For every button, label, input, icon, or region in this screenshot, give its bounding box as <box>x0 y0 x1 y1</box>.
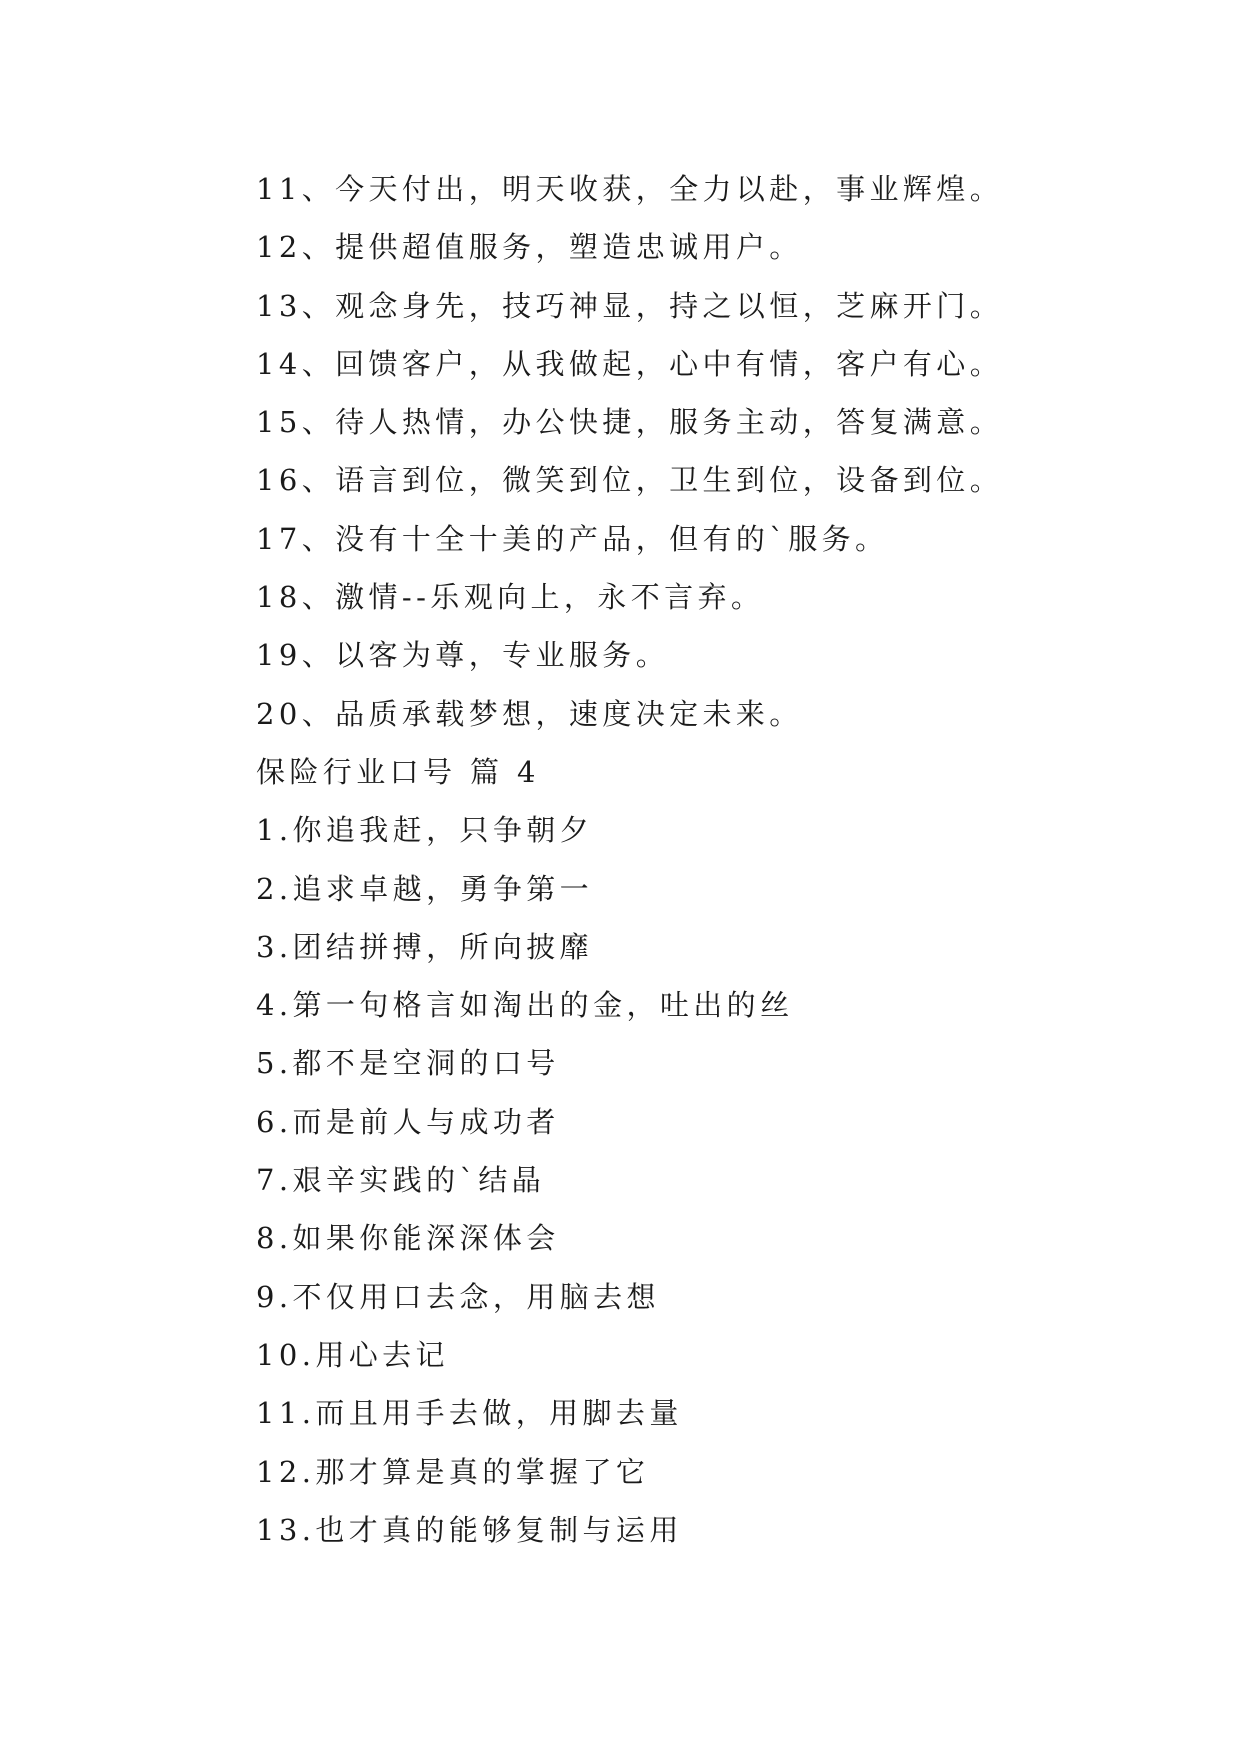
slogan-line: 16、语言到位，微笑到位，卫生到位，设备到位。 <box>256 463 1004 498</box>
motto-line: 2.追求卓越，勇争第一 <box>256 871 594 906</box>
motto-line: 7.艰辛实践的`结晶 <box>256 1163 546 1198</box>
slogan-line: 11、今天付出，明天收获，全力以赴，事业辉煌。 <box>256 172 1004 206</box>
slogan-line: 17、没有十全十美的产品，但有的`服务。 <box>256 521 889 556</box>
motto-line: 8.如果你能深深体会 <box>256 1221 560 1256</box>
motto-line: 13.也才真的能够复制与运用 <box>256 1512 683 1547</box>
slogan-line: 20、品质承载梦想，速度决定未来。 <box>256 696 803 731</box>
slogan-line: 15、待人热情，办公快捷，服务主动，答复满意。 <box>256 405 1004 440</box>
document-body <box>256 160 1056 1559</box>
motto-line: 10.用心去记 <box>256 1337 449 1372</box>
motto-line: 3.团结拼搏，所向披靡 <box>256 929 594 964</box>
motto-line: 6.而是前人与成功者 <box>256 1104 560 1139</box>
motto-line: 1.你追我赶，只争朝夕 <box>256 813 594 848</box>
slogan-line: 19、以客为尊，专业服务。 <box>256 638 670 673</box>
slogan-line: 18、激情--乐观向上，永不言弃。 <box>256 580 765 615</box>
motto-line: 5.都不是空洞的口号 <box>256 1046 560 1081</box>
motto-line: 4.第一句格言如淘出的金，吐出的丝 <box>256 988 794 1023</box>
motto-line: 12.那才算是真的掌握了它 <box>256 1454 650 1489</box>
slogan-line: 13、观念身先，技巧神显，持之以恒，芝麻开门。 <box>256 288 1004 323</box>
section-heading: 保险行业口号 篇 4 <box>256 754 540 789</box>
slogan-line: 14、回馈客户，从我做起，心中有情，客户有心。 <box>256 346 1004 381</box>
motto-line: 9.不仅用口去念，用脑去想 <box>256 1279 660 1314</box>
motto-line: 11.而且用手去做，用脚去量 <box>256 1396 683 1431</box>
slogan-line: 12、提供超值服务，塑造忠诚用户。 <box>256 230 803 265</box>
